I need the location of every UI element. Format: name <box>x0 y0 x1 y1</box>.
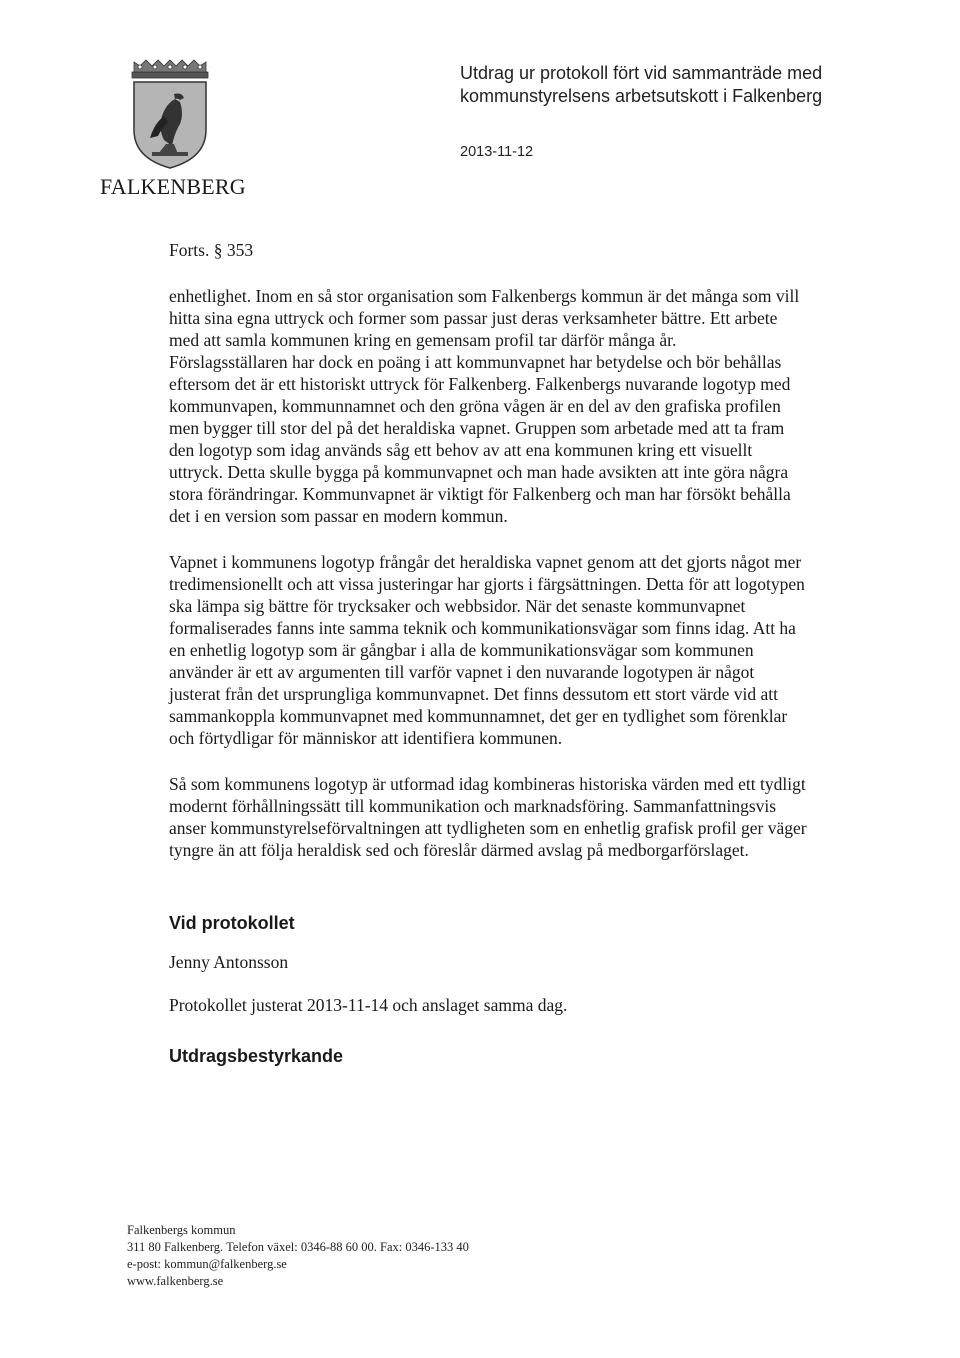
text-line: med att samla kommunen kring en gemensam profil tar därför många år. <box>169 330 677 350</box>
document-body <box>169 240 849 1085</box>
footer-contact <box>127 1222 469 1290</box>
text-line: Förslagsställaren har dock en poäng i att kommunvapnet har betydelse och bör behållas <box>169 352 782 372</box>
text-line: den logotyp som idag används såg ett behov av att ena kommunen kring ett visuellt <box>169 440 753 460</box>
text-line: uttryck. Detta skulle bygga på kommunvapnet och man hade avsikten att inte göra några <box>169 462 789 482</box>
text-line: en enhetlig logotyp som är gångbar i alla de kommunikationsvägar som kommunen <box>169 640 754 660</box>
paragraph-2 <box>169 551 849 749</box>
text-line: eftersom det är ett historiskt uttryck för Falkenberg. Falkenbergs nuvarande logotyp med <box>169 374 791 394</box>
text-line: och förtydligar för människor att identifiera kommunen. <box>169 728 563 748</box>
certification-heading: Utdragsbestyrkande <box>169 1046 344 1066</box>
protocol-heading: Vid protokollet <box>169 913 295 933</box>
text-line: justerat från det ursprungliga kommunvapnet. Det finns dessutom ett stort värde vid att <box>169 684 778 704</box>
footer-email: e-post: kommun@falkenberg.se <box>127 1257 287 1271</box>
text-line: anser kommunstyrelseförvaltningen att tydligheten som en enhetlig grafisk profil ger väger <box>169 818 807 838</box>
adjustment-note: Protokollet justerat 2013-11-14 och anslaget samma dag. <box>169 995 568 1015</box>
text-line: tredimensionellt och att vissa justeringar har gjorts i färgsättningen. Detta för att logotypen <box>169 574 805 594</box>
footer-website: www.falkenberg.se <box>127 1274 224 1288</box>
text-line: Vapnet i kommunens logotyp frångår det heraldiska vapnet genom att det gjorts något mer <box>169 552 802 572</box>
text-line: stora förändringar. Kommunvapnet är viktigt för Falkenberg och man har försökt behålla <box>169 484 791 504</box>
text-line: formaliserades fanns inte samma teknik och kommunikationsvägar som finns idag. Att ha <box>169 618 796 638</box>
text-line: modernt förhållningssätt till kommunikation och marknadsföring. Sammanfattningsvis <box>169 796 777 816</box>
municipality-wordmark: FALKENBERG <box>100 174 246 199</box>
text-line: ska lämpa sig bättre för trycksaker och webbsidor. När det senaste kommunvapnet <box>169 596 746 616</box>
text-line: det i en version som passar en modern kommun. <box>169 506 508 526</box>
footer-address: 311 80 Falkenberg. Telefon växel: 0346-88 60 00. Fax: 0346-133 40 <box>127 1240 469 1254</box>
text-line: enhetlighet. Inom en så stor organisation som Falkenbergs kommun är det många som vill <box>169 286 800 306</box>
meeting-date: 2013-11-12 <box>460 144 534 160</box>
signatory-name: Jenny Antonsson <box>169 952 289 972</box>
paragraph-1 <box>169 285 849 527</box>
text-line: hitta sina egna uttryck och former som passar just deras verksamheter bättre. Ett arbete <box>169 308 778 328</box>
text-line: kommunvapen, kommunnamnet och den gröna vågen är en del av den grafiska profilen <box>169 396 781 416</box>
continuation-marker: Forts. § 353 <box>169 240 254 260</box>
document-title-line: Utdrag ur protokoll fört vid sammanträde med <box>460 63 823 83</box>
text-line: men bygger till stor del på det heraldiska vapnet. Gruppen som arbetade med att ta fram <box>169 418 785 438</box>
document-title <box>460 62 822 108</box>
text-line: tyngre än att följa heraldisk sed och föreslår därmed avslag på medborgarförslaget. <box>169 840 749 860</box>
paragraph-3 <box>169 773 849 861</box>
text-line: sammankoppla kommunvapnet med kommunnamnet, det ger en tydlighet som förenklar <box>169 706 788 726</box>
coat-of-arms-falcon-icon <box>128 58 212 170</box>
text-line: Så som kommunens logotyp är utformad idag kombineras historiska värden med ett tydligt <box>169 774 806 794</box>
text-line: använder är ett av argumenten till varför vapnet i den nuvarande logotypen är något <box>169 662 755 682</box>
document-title-line: kommunstyrelsens arbetsutskott i Falkenberg <box>460 86 823 106</box>
footer-org: Falkenbergs kommun <box>127 1223 236 1237</box>
